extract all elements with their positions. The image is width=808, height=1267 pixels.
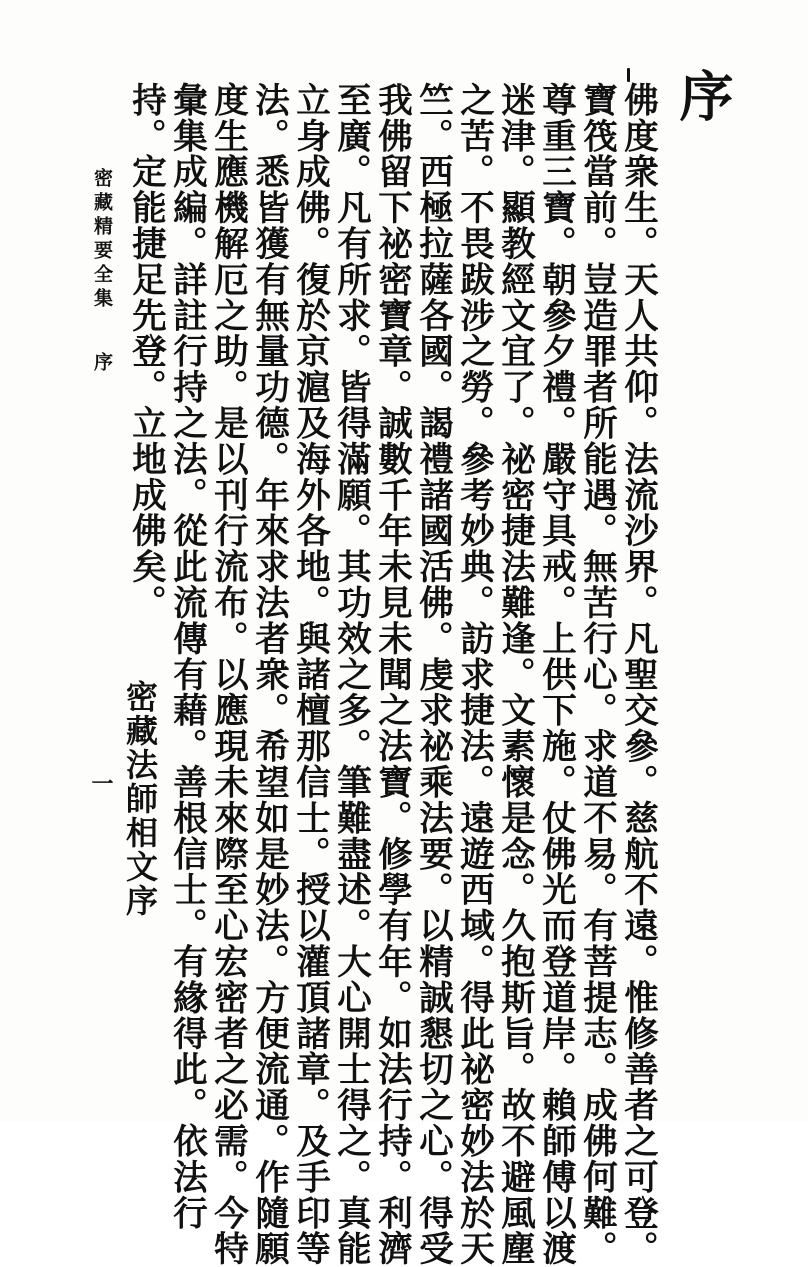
text-column-2: 寶筏當前。豈造罪者所能遇。無苦行心。求道不易。有菩提志。成佛何難。 bbox=[576, 82, 617, 1267]
author-signature: 密藏法師相文序 bbox=[121, 680, 159, 918]
text-column-4: 迷津。顯教經文宜了。祕密捷法難逢。文素懷是念。久抱斯旨。故不避風塵 bbox=[494, 82, 535, 1267]
text-column-3: 尊重三寶。朝參夕禮。嚴守具戒。上供下施。仗佛光而登道岸。賴師傅以渡 bbox=[535, 82, 576, 1267]
margin-section-label: 序 bbox=[91, 352, 113, 371]
page-number: 一 bbox=[88, 772, 114, 794]
text-column-8: 至廣。凡有所求。皆得滿願。其功效之多。筆難盡述。大心開士得之。真能 bbox=[330, 82, 371, 1267]
margin-book-title: 密藏精要全集 bbox=[91, 168, 113, 312]
text-column-9: 立身成佛。復於京滬及海外各地。與諸檀那信士。授以灌頂諸章。及手印等 bbox=[289, 82, 330, 1267]
text-column-13: 持。定能捷足先登。立地成佛矣。 bbox=[125, 82, 166, 621]
text-column-1: 佛度衆生。天人共仰。法流沙界。凡聖交參。慈航不遠。惟修善者之可登。 bbox=[617, 82, 658, 1267]
text-column-10: 法。悉皆獲有無量功德。年來求法者衆。希望如是妙法。方便流通。作隨願 bbox=[248, 82, 289, 1267]
text-column-12: 彙集成編。詳註行持之法。從此流傳有藉。善根信士。有緣得此。依法行 bbox=[166, 82, 207, 1231]
preface-title: 序 bbox=[671, 68, 735, 124]
text-column-11: 度生應機解厄之助。是以刊行流布。以應現未來際至心宏密者之必需。今特 bbox=[207, 82, 248, 1267]
ink-mark bbox=[627, 68, 630, 82]
text-column-5: 之苦。不畏跋涉之勞。參考妙典。訪求捷法。遠遊西域。得此祕密妙法於天 bbox=[453, 82, 494, 1267]
text-column-6: 竺。西極拉薩各國。謁禮諸國活佛。虔求祕乘法要。以精誠懇切之心。得受 bbox=[412, 82, 453, 1267]
text-column-7: 我佛留下祕密寶章。誠數千年未見未聞之法寶。修學有年。如法行持。利濟 bbox=[371, 82, 412, 1267]
